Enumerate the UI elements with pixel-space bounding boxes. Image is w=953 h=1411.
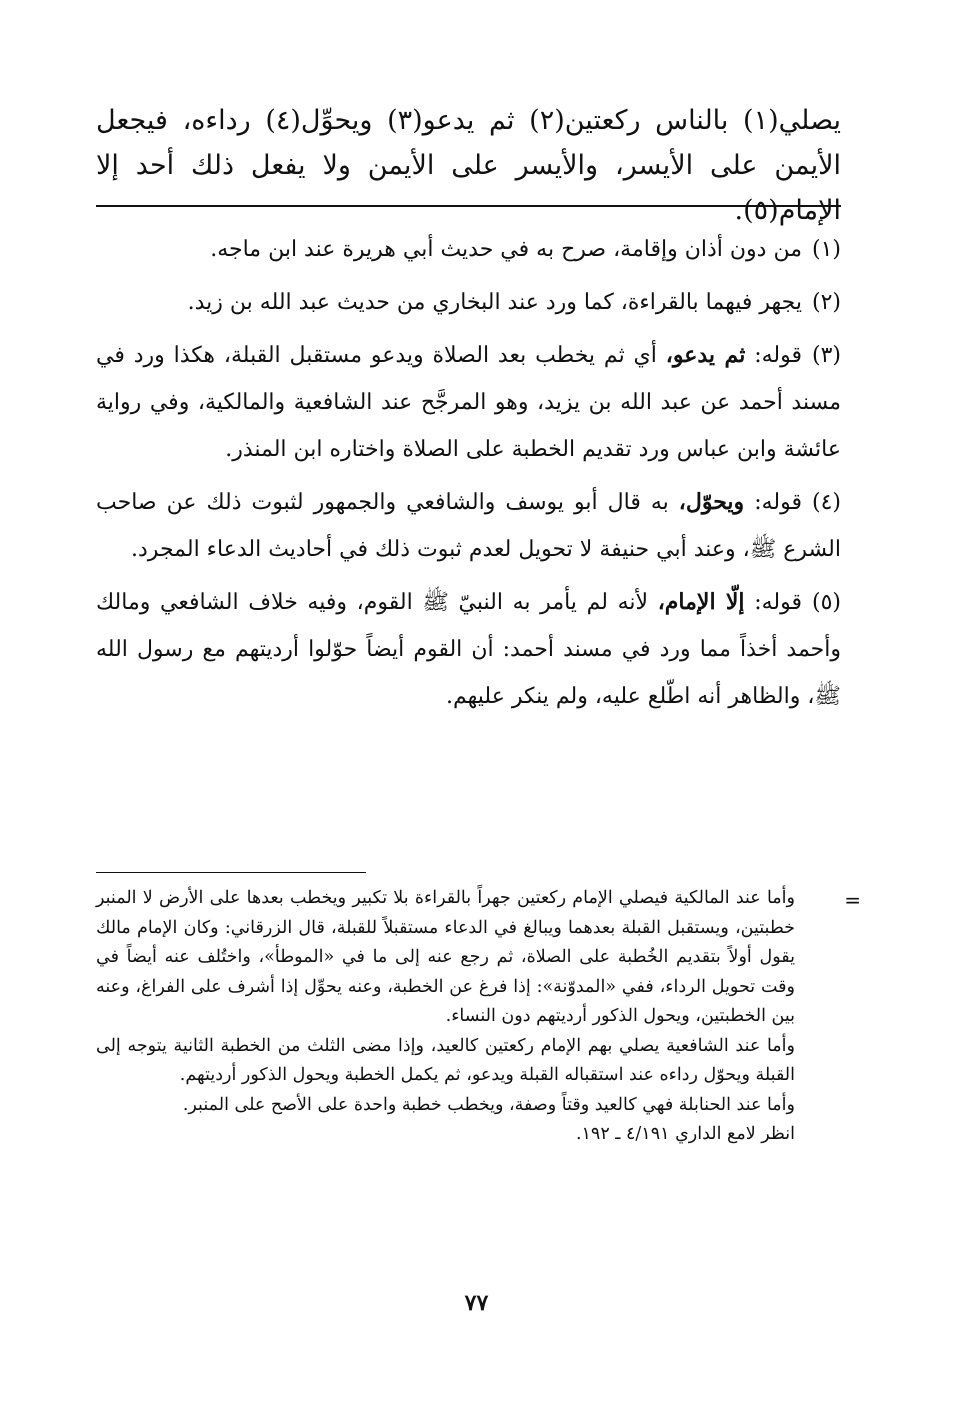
main-text: يصلي(١) بالناس ركعتين(٢) ثم يدعو(٣) ويحوِّل(٤) رداءه، فيجعل الأيمن على الأيسر، والأيسر على الأيمن ولا يفعل ذلك أحد إلا الإمام(٥). <box>96 105 842 226</box>
footnote <box>96 226 841 273</box>
footnote-label: قوله: <box>754 343 802 368</box>
continued-paragraph: انظر لامع الداري ٤/١٩١ ـ ١٩٢. <box>575 1124 795 1144</box>
main-text-separator <box>96 205 841 207</box>
continued-paragraph: وأما عند الحنابلة فهي كالعيد وقتاً وصفة، ويخطب خطبة واحدة على الأصح على المنبر. <box>182 1094 795 1115</box>
page-number: ٧٧ <box>464 1290 489 1316</box>
footnote-label: قوله: <box>754 590 802 615</box>
continuation-separator <box>96 872 366 873</box>
footnote-keyword: ثم يدعو، <box>665 342 746 368</box>
footnote-label: قوله: <box>754 490 802 515</box>
continuation-mark: = <box>844 888 861 912</box>
footnote-keyword: إلّا الإمام، <box>657 589 745 615</box>
footnote-text: أي ثم يخطب بعد الصلاة ويدعو مستقبل القبلة، هكذا ورد في مسند أحمد عن عبد الله بن يزيد، وهو المرجَّح عند الشافعية والمالكية، وفي رواية عائشة وابن عباس ورد تقديم الخطبة على الصلاة واختاره ابن المنذر. <box>96 343 841 462</box>
footnotes <box>96 226 841 726</box>
footnote-keyword: ويحوّل، <box>678 489 745 515</box>
footnote-number: (٢) <box>811 290 841 315</box>
footnote-number: (٤) <box>812 490 842 515</box>
footnote-number: (٥) <box>812 590 842 615</box>
footnote-number: (٣) <box>812 343 842 368</box>
footnote-number: (١) <box>811 237 841 262</box>
footnote <box>96 332 841 473</box>
continued-paragraph: وأما عند الشافعية يصلي بهم الإمام ركعتين كالعيد، وإذا مضى الثلث من الخطبة الثانية يتوجه إلى القبلة ويحوّل رداءه عند استقباله القبلة ويدعو، ثم يكمل الخطبة ويحول الذكور أرديتهم. <box>96 1035 795 1085</box>
continued-footnote <box>96 884 795 1150</box>
footnote <box>96 579 841 720</box>
footnote-text: به قال أبو يوسف والشافعي والجمهور لثبوت ذلك عن صاحب الشرع ﷺ، وعند أبي حنيفة لا تحويل لعدم ثبوت ذلك في أحاديث الدعاء المجرد. <box>96 490 841 562</box>
footnote <box>96 279 841 326</box>
footnote-text: من دون أذان وإقامة، صرح به في حديث أبي هريرة عند ابن ماجه. <box>210 237 802 262</box>
footnote-text: لأنه لم يأمر به النبيّ ﷺ القوم، وفيه خلاف الشافعي ومالك وأحمد أخذاً مما ورد في مسند أحمد: أن القوم أيضاً حوّلوا أرديتهم مع رسول الله ﷺ، والظاهر أنه اطّلع عليه، ولم ينكر عليهم. <box>96 590 841 709</box>
continued-paragraph: وأما عند المالكية فيصلي الإمام ركعتين جهراً بالقراءة بلا تكبير ويخطب بعدها على الأرض لا المنبر خطبتين، ويستقبل القبلة بعدهما ويبالغ في الدعاء مستقبلاً للقبلة، قال الزرقاني: وكان الإمام مالك يقول أولاً بتقديم الخُطبة على الصلاة، ثم رجع عنه إلى ما في «الموطأ»، واختُلف عنه أيضاً في وقت تحويل الرداء، ففي «المدوّنة»: إذا فرغ عن الخطبة، وعنه يحوِّل إذا أشرف على الفراغ، وعنه بين الخطبتين، ويحول الذكور أرديتهم دون النساء. <box>96 888 795 1026</box>
footnote <box>96 479 841 573</box>
footnote-text: يجهر فيهما بالقراءة، كما ورد عند البخاري من حديث عبد الله بن زيد. <box>187 290 802 315</box>
